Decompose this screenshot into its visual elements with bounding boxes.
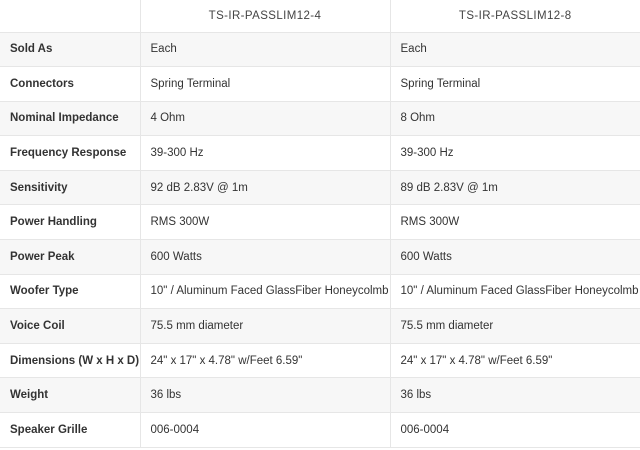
cell-woofer-type-model-2: 10" / Aluminum Faced GlassFiber Honeycolmb <box>390 274 640 309</box>
table-header-model-1: TS-IR-PASSLIM12-4 <box>140 0 390 32</box>
cell-power-peak-model-1: 600 Watts <box>140 240 390 275</box>
cell-woofer-type-model-1: 10" / Aluminum Faced GlassFiber Honeycolmb <box>140 274 390 309</box>
cell-dimensions-model-1: 24" x 17" x 4.78" w/Feet 6.59" <box>140 343 390 378</box>
row-label-woofer-type: Woofer Type <box>0 274 140 309</box>
table-body <box>0 32 640 447</box>
cell-power-handling-model-1: RMS 300W <box>140 205 390 240</box>
cell-connectors-model-1: Spring Terminal <box>140 67 390 102</box>
cell-sold-as-model-1: Each <box>140 32 390 67</box>
table-header-model-2: TS-IR-PASSLIM12-8 <box>390 0 640 32</box>
table-header <box>0 0 640 32</box>
cell-connectors-model-2: Spring Terminal <box>390 67 640 102</box>
table-row <box>0 378 640 413</box>
table-header-corner <box>0 0 140 32</box>
cell-sold-as-model-2: Each <box>390 32 640 67</box>
cell-weight-model-2: 36 lbs <box>390 378 640 413</box>
cell-voice-coil-model-2: 75.5 mm diameter <box>390 309 640 344</box>
table-row <box>0 309 640 344</box>
row-label-dimensions: Dimensions (W x H x D) <box>0 343 140 378</box>
cell-nominal-impedance-model-2: 8 Ohm <box>390 101 640 136</box>
row-label-voice-coil: Voice Coil <box>0 309 140 344</box>
cell-speaker-grille-model-1: 006-0004 <box>140 413 390 448</box>
table-row <box>0 136 640 171</box>
row-label-connectors: Connectors <box>0 67 140 102</box>
cell-power-peak-model-2: 600 Watts <box>390 240 640 275</box>
table-row <box>0 67 640 102</box>
table-row <box>0 240 640 275</box>
table-row <box>0 413 640 448</box>
cell-sensitivity-model-1: 92 dB 2.83V @ 1m <box>140 170 390 205</box>
row-label-sold-as: Sold As <box>0 32 140 67</box>
row-label-weight: Weight <box>0 378 140 413</box>
cell-frequency-response-model-2: 39-300 Hz <box>390 136 640 171</box>
row-label-nominal-impedance: Nominal Impedance <box>0 101 140 136</box>
cell-sensitivity-model-2: 89 dB 2.83V @ 1m <box>390 170 640 205</box>
cell-frequency-response-model-1: 39-300 Hz <box>140 136 390 171</box>
cell-speaker-grille-model-2: 006-0004 <box>390 413 640 448</box>
row-label-power-handling: Power Handling <box>0 205 140 240</box>
row-label-speaker-grille: Speaker Grille <box>0 413 140 448</box>
table-row <box>0 205 640 240</box>
cell-power-handling-model-2: RMS 300W <box>390 205 640 240</box>
table-header-row <box>0 0 640 32</box>
table-row <box>0 343 640 378</box>
table-row <box>0 101 640 136</box>
row-label-sensitivity: Sensitivity <box>0 170 140 205</box>
cell-nominal-impedance-model-1: 4 Ohm <box>140 101 390 136</box>
cell-voice-coil-model-1: 75.5 mm diameter <box>140 309 390 344</box>
table-row <box>0 274 640 309</box>
row-label-power-peak: Power Peak <box>0 240 140 275</box>
cell-weight-model-1: 36 lbs <box>140 378 390 413</box>
table-row <box>0 32 640 67</box>
cell-dimensions-model-2: 24" x 17" x 4.78" w/Feet 6.59" <box>390 343 640 378</box>
table-row <box>0 170 640 205</box>
row-label-frequency-response: Frequency Response <box>0 136 140 171</box>
